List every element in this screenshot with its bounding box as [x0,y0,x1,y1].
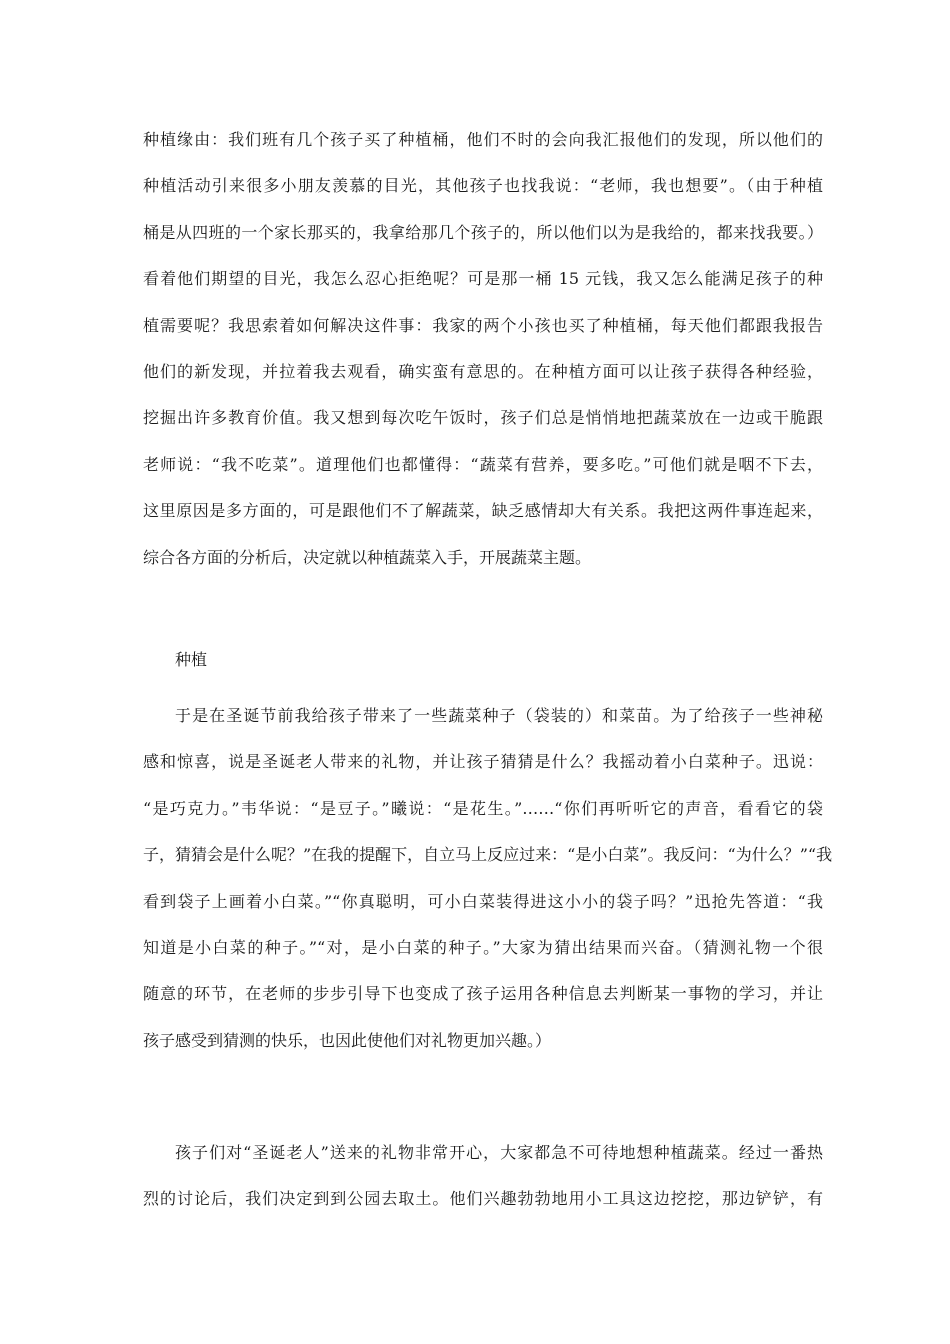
text-line: 老师说：“我不吃菜”。道理他们也都懂得：“蔬菜有营养，要多吃。”可他们就是咽不下去， [143,454,823,474]
text-line: 看到袋子上画着小白菜。”“你真聪明，可小白菜装得进这小小的袋子吗？”迅抢先答道：“我 [143,891,823,911]
text-line: 孩子们对“圣诞老人”送来的礼物非常开心，大家都急不可待地想种植蔬菜。经过一番热 [175,1143,823,1162]
text-line: 于是在圣诞节前我给孩子带来了一些蔬菜种子（袋装的）和菜苗。为了给孩子一些神秘 [175,706,823,725]
text-line: 综合各方面的分析后，决定就以种植蔬菜入手，开展蔬菜主题。 [143,547,592,567]
text-line: 这里原因是多方面的，可是跟他们不了解蔬菜，缺乏感情却大有关系。我把这两件事连起来， [143,501,823,521]
text-line: 感和惊喜，说是圣诞老人带来的礼物，并让孩子猜猜是什么？我摇动着小白菜种子。迅说： [143,752,823,772]
text-line: 挖掘出许多教育价值。我又想到每次吃午饭时，孩子们总是悄悄地把蔬菜放在一边或干脆跟 [143,408,823,428]
text-line: 种植缘由：我们班有几个孩子买了种植桶，他们不时的会向我汇报他们的发现，所以他们的 [143,130,823,149]
text-line: 随意的环节，在老师的步步引导下也变成了孩子运用各种信息去判断某一事物的学习，并让 [143,984,823,1004]
paragraph-getting-soil [143,1143,823,1236]
text-line: 知道是小白菜的种子。”“对，是小白菜的种子。”大家为猜出结果而兴奋。（猜测礼物一个很 [143,937,823,957]
paragraph-gift-guessing [143,706,833,1077]
paragraph-planting-reason [143,130,823,594]
text-line: 桶是从四班的一个家长那买的，我拿给那几个孩子的，所以他们以为是我给的，都来找我要。） [143,222,823,242]
text-line: 烈的讨论后，我们决定到到公园去取土。他们兴趣勃勃地用小工具这边挖挖，那边铲铲，有 [143,1189,823,1209]
text-line: “是巧克力。”韦华说：“是豆子。”曦说：“是花生。”……“你们再听听它的声音，看看它的袋 [143,798,823,818]
section-heading: 种植 [175,650,208,669]
text-line: 看着他们期望的目光，我怎么忍心拒绝呢？可是那一桶 15 元钱，我又怎么能满足孩子的种 [143,269,823,289]
text-line: 植需要呢？我思索着如何解决这件事：我家的两个小孩也买了种植桶，每天他们都跟我报告 [143,315,823,335]
text-line: 孩子感受到猜测的快乐，也因此使他们对礼物更加兴趣。） [143,1030,552,1050]
text-line: 种植活动引来很多小朋友羡慕的目光，其他孩子也找我说：“老师，我也想要”。（由于种植 [143,176,823,196]
text-line: 子，猜猜会是什么呢？”在我的提醒下，自立马上反应过来：“是小白菜”。我反问：“为什么？”“我 [143,845,833,865]
text-line: 他们的新发现，并拉着我去观看，确实蛮有意思的。在种植方面可以让孩子获得各种经验， [143,361,823,381]
